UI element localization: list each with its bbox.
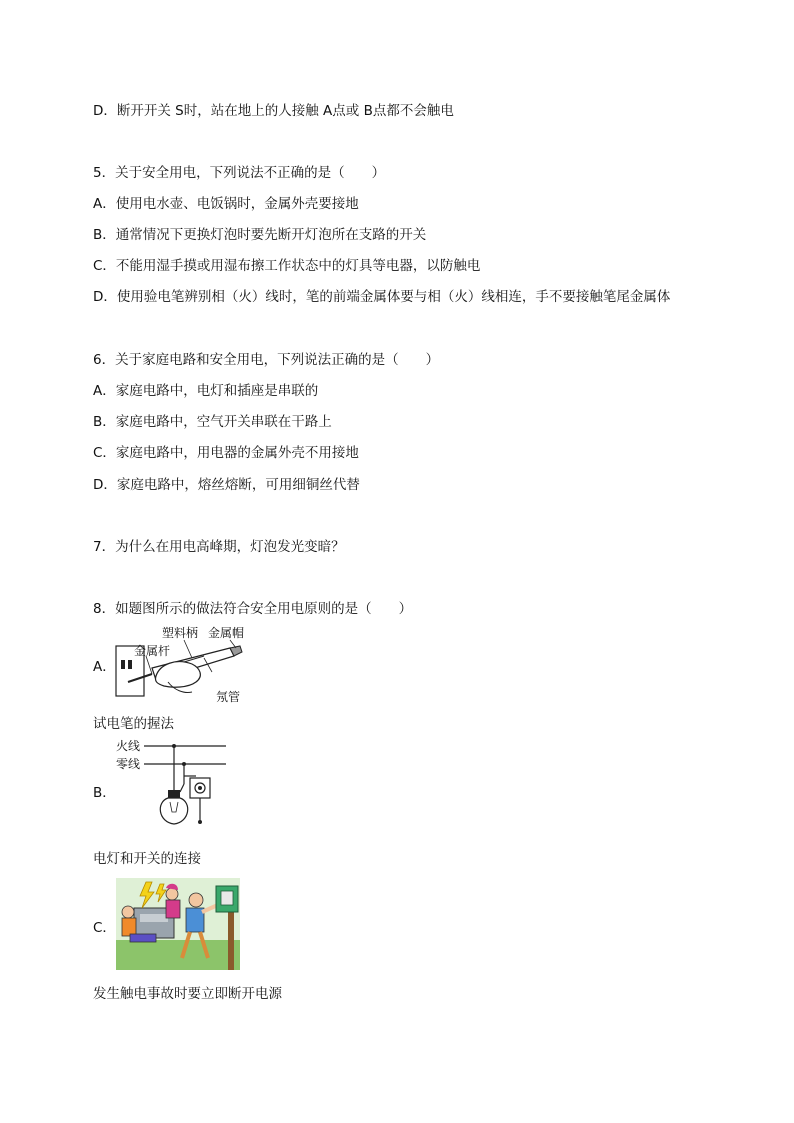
q6-option-d: D．家庭电路中，熔丝熔断，可用细铜丝代替 bbox=[93, 477, 360, 493]
q4-option-d: D．断开开关 S时，站在地上的人接触 A点或 B点都不会触电 bbox=[93, 103, 454, 119]
lamp-switch-circuit bbox=[112, 736, 230, 828]
label-plastic-handle: 塑料柄 bbox=[162, 626, 199, 640]
q6-stem: 6．关于家庭电路和安全用电，下列说法正确的是（ ） bbox=[93, 352, 440, 368]
q8-stem: 8．如题图所示的做法符合安全用电原则的是（ ） bbox=[93, 601, 413, 617]
label-neon-tube: 氖管 bbox=[216, 690, 241, 704]
q8-a-letter: A． bbox=[93, 659, 116, 675]
q6-option-a: A．家庭电路中，电灯和插座是串联的 bbox=[93, 383, 319, 399]
q8-b-letter: B． bbox=[93, 785, 116, 801]
label-neutral-wire: 零线 bbox=[116, 757, 141, 771]
q5-stem: 5．关于安全用电，下列说法不正确的是（ ） bbox=[93, 165, 386, 181]
bystander-head bbox=[166, 888, 178, 900]
q8-a-caption: 试电笔的握法 bbox=[93, 716, 174, 732]
bystander-body bbox=[166, 900, 180, 918]
test-pen-figure bbox=[112, 624, 252, 706]
q6-option-b: B．家庭电路中，空气开关串联在干路上 bbox=[93, 414, 332, 430]
q7-stem: 7．为什么在用电高峰期，灯泡发光变暗？ bbox=[93, 539, 345, 555]
socket-hole-left bbox=[121, 660, 125, 669]
q8-c-caption: 发生触电事故时要立即断开电源 bbox=[93, 986, 282, 1002]
shock-rescue-illustration bbox=[116, 878, 240, 970]
rescuer-head bbox=[189, 893, 203, 907]
q8-c-letter: C． bbox=[93, 920, 116, 936]
victim-body bbox=[122, 918, 136, 936]
pole bbox=[228, 908, 234, 970]
q6-option-c: C．家庭电路中，用电器的金属外壳不用接地 bbox=[93, 445, 359, 461]
victim-head bbox=[122, 906, 134, 918]
label-metal-rod: 金属杆 bbox=[134, 644, 171, 658]
q8-b-caption: 电灯和开关的连接 bbox=[93, 851, 201, 867]
label-live-wire: 火线 bbox=[116, 739, 141, 753]
ground bbox=[116, 940, 240, 970]
lamp-bulb-icon bbox=[160, 798, 187, 824]
q5-option-b: B．通常情况下更换灯泡时要先断开灯泡所在支路的开关 bbox=[93, 227, 427, 243]
q5-option-d: D．使用验电笔辨别相（火）线时，笔的前端金属体要与相（火）线相连，手不要接触笔尾金属体 bbox=[93, 289, 671, 305]
rescuer-body bbox=[186, 908, 204, 932]
lamp-base bbox=[168, 790, 180, 798]
q5-option-c: C．不能用湿手摸或用湿布擦工作状态中的灯具等电器，以防触电 bbox=[93, 258, 481, 274]
q5-option-a: A．使用电水壶、电饭锅时，金属外壳要接地 bbox=[93, 196, 359, 212]
socket-hole-right bbox=[128, 660, 132, 669]
label-metal-cap: 金属帽 bbox=[208, 626, 245, 640]
